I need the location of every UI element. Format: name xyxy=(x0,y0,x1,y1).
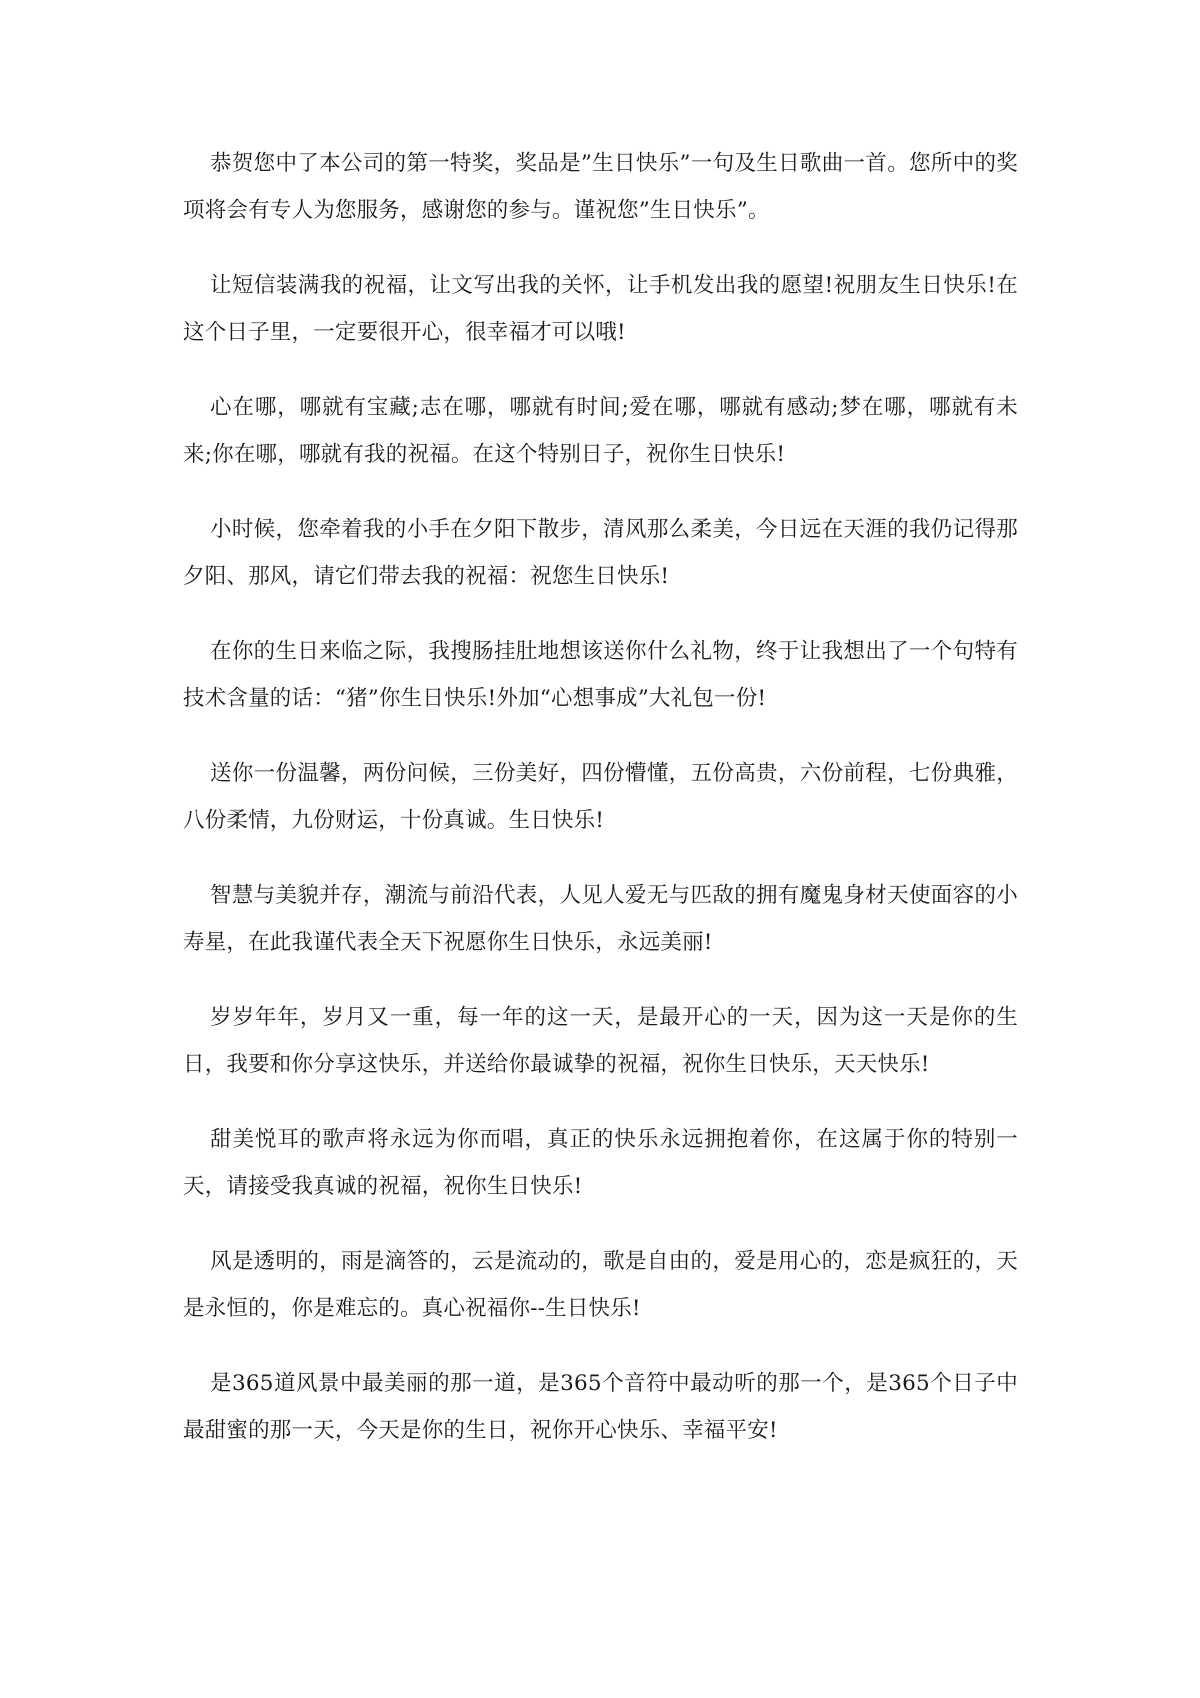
paragraph-9: 甜美悦耳的歌声将永远为你而唱，真正的快乐永远拥抱着你，在这属于你的特别一天，请接受我真诚的祝福，祝你生日快乐! xyxy=(183,1127,1018,1199)
paragraph-3: 心在哪，哪就有宝藏;志在哪，哪就有时间;爱在哪，哪就有感动;梦在哪，哪就有未来;你在哪，哪就有我的祝福。在这个特别日子，祝你生日快乐! xyxy=(183,395,1018,467)
paragraph-8: 岁岁年年，岁月又一重，每一年的这一天，是最开心的一天，因为这一天是你的生日，我要和你分享这快乐，并送给你最诚挚的祝福，祝你生日快乐，天天快乐! xyxy=(183,1005,1018,1077)
paragraph-7: 智慧与美貌并存，潮流与前沿代表，人见人爱无与匹敌的拥有魔鬼身材天使面容的小寿星，在此我谨代表全天下祝愿你生日快乐，永远美丽! xyxy=(183,883,1018,955)
paragraph-5: 在你的生日来临之际，我搜肠挂肚地想该送你什么礼物，终于让我想出了一个句特有技术含量的话：“猪”你生日快乐!外加“心想事成”大礼包一份! xyxy=(183,639,1018,711)
document-body xyxy=(183,140,1018,1482)
paragraph-1: 恭贺您中了本公司的第一特奖，奖品是”生日快乐”一句及生日歌曲一首。您所中的奖项将会有专人为您服务，感谢您的参与。谨祝您”生日快乐”。 xyxy=(183,151,1018,223)
paragraph-2: 让短信装满我的祝福，让文写出我的关怀，让手机发出我的愿望!祝朋友生日快乐!在这个日子里，一定要很开心，很幸福才可以哦! xyxy=(183,273,1018,345)
paragraph-11: 是365道风景中最美丽的那一道，是365个音符中最动听的那一个，是365个日子中最甜蜜的那一天，今天是你的生日，祝你开心快乐、幸福平安! xyxy=(183,1371,1018,1443)
paragraph-4: 小时候，您牵着我的小手在夕阳下散步，清风那么柔美，今日远在天涯的我仍记得那夕阳、那风，请它们带去我的祝福：祝您生日快乐! xyxy=(183,517,1018,589)
paragraph-10: 风是透明的，雨是滴答的，云是流动的，歌是自由的，爱是用心的，恋是疯狂的，天是永恒的，你是难忘的。真心祝福你--生日快乐! xyxy=(183,1249,1018,1321)
paragraph-6: 送你一份温馨，两份问候，三份美好，四份懵懂，五份高贵，六份前程，七份典雅，八份柔情，九份财运，十份真诚。生日快乐! xyxy=(183,761,1018,833)
